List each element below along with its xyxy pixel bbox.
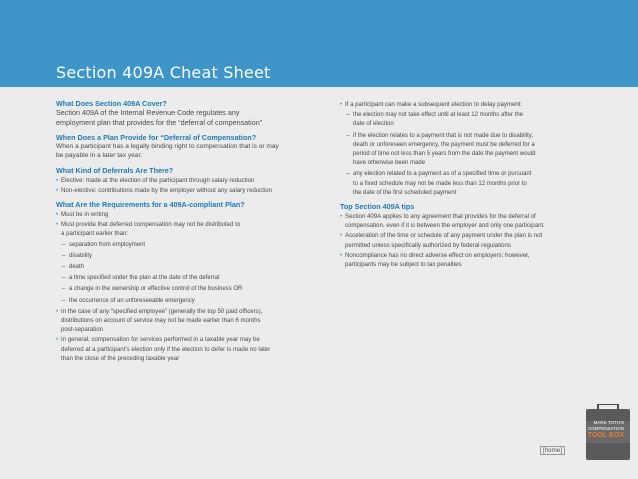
section-heading: When Does a Plan Provide for “Deferral of Compensation? xyxy=(56,133,257,142)
dash-item xyxy=(346,170,588,198)
section-heading: What Kind of Deferrals Are There? xyxy=(56,165,174,175)
dash-line: have otherwise been made xyxy=(353,160,426,167)
paragraph-line: Section 409A of the Internal Revenue Code regulates any xyxy=(56,108,240,117)
dash-line: death or unforeseen emergency, the payment must be deferred for a xyxy=(353,141,535,148)
section-heading: What Are the Requirements for a 409A-compliant Plan? xyxy=(56,200,245,209)
dash-item: – separation from employment xyxy=(62,241,314,250)
bullet-line: • Acceleration of the time or schedule of any payment under the plan is not xyxy=(345,232,543,240)
bullet-item: • Elective: made at the election of the participant through salary reduction xyxy=(56,176,314,185)
bullet-line: post-separation xyxy=(61,326,104,334)
dash-line: date of election xyxy=(353,121,394,128)
bullet-item xyxy=(340,231,588,249)
logo-line: TOOL BOX xyxy=(587,432,624,439)
dash-line: – the election may not take effect until at least 12 months after the xyxy=(353,112,523,119)
section-heading: What Does Section 409A Cover? xyxy=(56,99,167,108)
dash-line: the date of the first scheduled payment xyxy=(353,189,457,196)
bullet-line: a participant earlier than: xyxy=(61,230,129,238)
paragraph-line: employment plan that provides for the “deferral of compensation” xyxy=(56,118,263,127)
dash-item: – death xyxy=(62,263,314,272)
dash-line: to a fixed schedule may not be made less than 12 months prior to xyxy=(353,180,527,187)
bullet-line: compensation, even if it is between the employer and only one participant. xyxy=(345,222,545,230)
dash-item: – the occurrence of an unforeseeable emergency xyxy=(62,297,314,306)
bullet-line: • Noncompliance has no direct adverse effect on employers; however, xyxy=(345,251,530,259)
bullet-item xyxy=(340,212,588,230)
bullet-line: • Must provide that deferred compensation may not be distributed to xyxy=(61,221,241,229)
dash-line: – any election related to a payment as of a specified time or pursuant xyxy=(353,171,532,178)
bullet-item: • Non-elective: contributions made by the employer without any salary reduction xyxy=(56,186,314,195)
home-link[interactable]: [home] xyxy=(540,446,565,455)
bullet-line: • In the case of any “specified employee” (generally the top 50 paid officers), xyxy=(61,307,263,315)
paragraph-line: be payable in a later tax year. xyxy=(56,152,143,160)
bullet-line: • Section 409A applies to any agreement that provides for the deferral of xyxy=(345,213,536,221)
bullet-line: participants may be subject to tax penalties xyxy=(345,261,462,269)
bullet-item xyxy=(56,220,314,238)
bullet-item: • Must be in writing xyxy=(56,210,314,219)
section-heading: Top Section 409A tips xyxy=(340,202,415,212)
bullet-line: deferred at a participant’s election only if the election to defer is made no later xyxy=(61,345,271,353)
dash-item xyxy=(346,132,588,169)
dash-item xyxy=(346,111,588,129)
paragraph-line: When a participant has a legally binding right to compensation that is or may xyxy=(56,143,279,150)
dash-item: – disability xyxy=(62,252,314,261)
logo-line: COMPENSATION xyxy=(587,426,624,431)
page-title: Section 409A Cheat Sheet xyxy=(56,63,271,82)
bullet-line: permitted unless specifically authorized by federal regulations xyxy=(345,241,511,249)
bullet-item xyxy=(56,335,314,363)
toolbox-logo xyxy=(584,404,632,460)
dash-item: – a time specified under the plan at the date of the deferral xyxy=(62,274,314,283)
bullet-item: • If a participant can make a subsequent election to delay payment: xyxy=(340,100,588,109)
bullet-line: distributions on account of service may not be made earlier than 6 months xyxy=(61,317,261,325)
bullet-item xyxy=(340,251,588,269)
bullet-line: than the close of the preceding taxable year xyxy=(61,354,180,362)
dash-item: – a change in the ownership or effective control of the business OR xyxy=(62,285,314,294)
dash-line: – if the election relates to a payment that is not made due to disability, xyxy=(353,132,533,139)
right-column xyxy=(340,99,588,269)
bullet-line: • In general, compensation for services performed in a taxable year may be xyxy=(61,336,260,344)
bullet-item xyxy=(56,307,314,335)
dash-line: period of time not less than 5 years from the date the payment would xyxy=(353,151,536,158)
logo-line: MARK TOTH’S xyxy=(593,420,624,425)
left-column xyxy=(56,99,314,363)
